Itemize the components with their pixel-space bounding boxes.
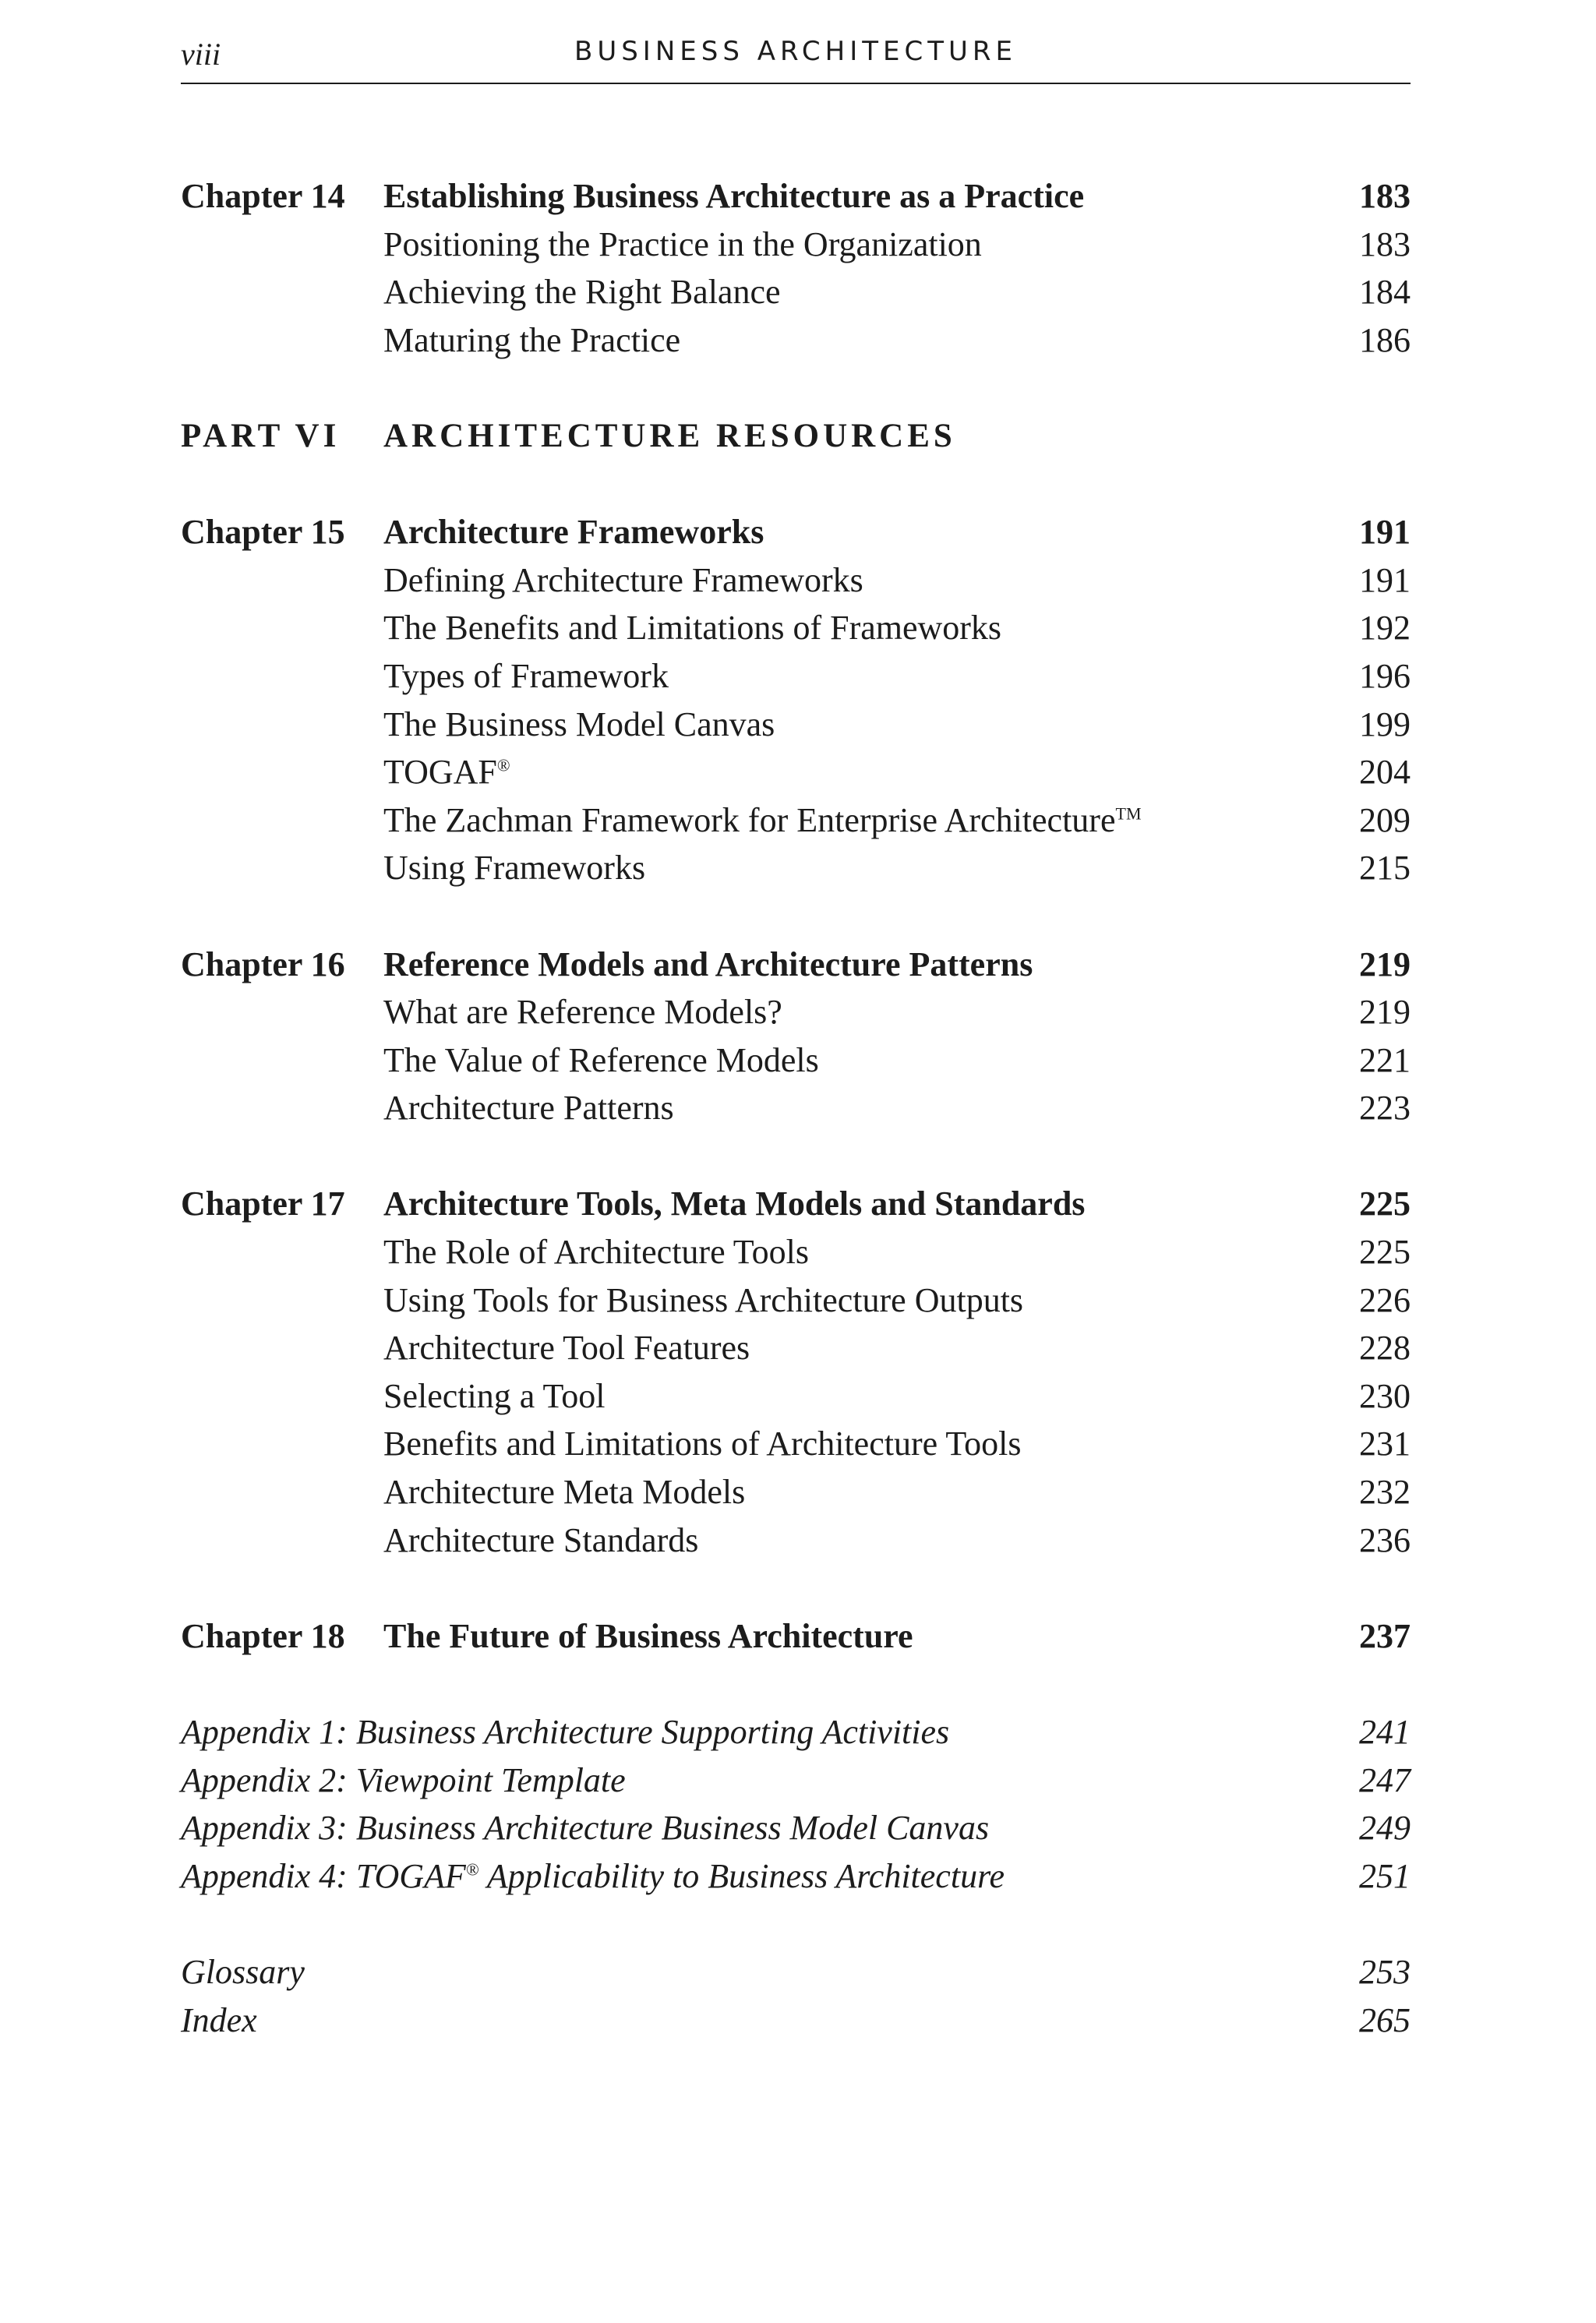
- registered-mark: ®: [465, 1859, 479, 1880]
- chapter-label: Chapter 14: [181, 177, 345, 215]
- toc-entry[interactable]: [181, 1516, 1411, 1565]
- page-number: 219: [1359, 993, 1411, 1032]
- page-number: 232: [1359, 1473, 1411, 1512]
- page-number: 191: [1359, 513, 1411, 552]
- page-number: 183: [1359, 224, 1411, 263]
- chapter-17-heading[interactable]: [181, 1180, 1411, 1228]
- entry-title: Architecture Meta Models: [383, 1473, 746, 1512]
- chapter-18-heading[interactable]: [181, 1612, 1411, 1661]
- entry-title: The Value of Reference Models: [383, 1040, 819, 1079]
- page-number: 183: [1359, 177, 1411, 215]
- entry-title: Architecture Standards: [383, 1520, 699, 1559]
- appendix-title: Appendix 1: Business Architecture Supporting Activities: [181, 1713, 950, 1751]
- page-header: [181, 28, 1411, 84]
- page-number: 225: [1359, 1233, 1411, 1272]
- toc-entry[interactable]: [181, 701, 1411, 749]
- entry-title: [383, 748, 510, 796]
- toc-entry[interactable]: [181, 1084, 1411, 1132]
- toc-entry[interactable]: [181, 844, 1411, 892]
- page-number: 196: [1359, 656, 1411, 695]
- page-number: 265: [1359, 2000, 1411, 2039]
- trademark-mark: TM: [1115, 803, 1142, 824]
- appendix-title: [181, 1852, 1005, 1901]
- glossary-entry[interactable]: [181, 1948, 1411, 1996]
- page-number: 191: [1359, 560, 1411, 599]
- spacer: [181, 1564, 1411, 1612]
- toc-entry[interactable]: [181, 988, 1411, 1036]
- page-number: 204: [1359, 753, 1411, 792]
- page-number: 237: [1359, 1616, 1411, 1655]
- spacer: [181, 1900, 1411, 1948]
- back-matter-title: Index: [181, 2000, 257, 2039]
- chapter-title: Architecture Tools, Meta Models and Standards: [383, 1184, 1086, 1223]
- appendix-entry[interactable]: [181, 1852, 1411, 1901]
- page-number: 228: [1359, 1329, 1411, 1368]
- table-of-contents: [181, 172, 1411, 2044]
- page-number: 186: [1359, 320, 1411, 359]
- toc-entry[interactable]: [181, 1324, 1411, 1372]
- spacer: [181, 1132, 1411, 1181]
- entry-title-text: TOGAF: [383, 753, 497, 792]
- appendix-entry[interactable]: [181, 1708, 1411, 1756]
- appendix-entry[interactable]: [181, 1804, 1411, 1852]
- page-number: 226: [1359, 1280, 1411, 1319]
- entry-title: Benefits and Limitations of Architecture Tools: [383, 1425, 1022, 1463]
- entry-title: The Business Model Canvas: [383, 704, 775, 743]
- back-matter-title: Glossary: [181, 1952, 305, 1991]
- entry-title-text: The Zachman Framework for Enterprise Architecture: [383, 800, 1116, 839]
- page-number: 199: [1359, 704, 1411, 743]
- page-number: 249: [1359, 1809, 1411, 1848]
- chapter-title: The Future of Business Architecture: [383, 1616, 913, 1655]
- entry-title: What are Reference Models?: [383, 993, 782, 1032]
- page-number: 247: [1359, 1760, 1411, 1799]
- entry-title: Using Tools for Business Architecture Outputs: [383, 1280, 1024, 1319]
- part-6-heading: [181, 412, 1411, 461]
- toc-entry[interactable]: [181, 1276, 1411, 1325]
- appendix-title-end: Applicability to Business Architecture: [478, 1856, 1005, 1895]
- entry-title: The Role of Architecture Tools: [383, 1233, 809, 1272]
- page-number: 223: [1359, 1089, 1411, 1128]
- toc-entry[interactable]: [181, 652, 1411, 701]
- spacer: [181, 461, 1411, 509]
- page-number: 221: [1359, 1040, 1411, 1079]
- part-label: PART VI: [181, 417, 341, 454]
- spacer: [181, 364, 1411, 412]
- entry-title: Architecture Tool Features: [383, 1329, 750, 1368]
- toc-entry[interactable]: [181, 1468, 1411, 1516]
- toc-entry[interactable]: [181, 268, 1411, 316]
- entry-title: Selecting a Tool: [383, 1376, 606, 1415]
- entry-title: Architecture Patterns: [383, 1089, 674, 1128]
- chapter-title: Establishing Business Architecture as a Practice: [383, 177, 1085, 215]
- appendix-title-start: Appendix 4: TOGAF: [181, 1856, 466, 1895]
- toc-entry[interactable]: [181, 1036, 1411, 1085]
- entry-title: Achieving the Right Balance: [383, 273, 781, 312]
- entry-title: The Benefits and Limitations of Frameworks: [383, 609, 1002, 648]
- chapter-14-heading[interactable]: [181, 172, 1411, 221]
- registered-mark: ®: [496, 755, 510, 775]
- toc-entry[interactable]: [181, 316, 1411, 365]
- chapter-label: Chapter 16: [181, 944, 345, 983]
- part-title: ARCHITECTURE RESOURCES: [383, 417, 956, 454]
- toc-entry[interactable]: [181, 748, 1411, 796]
- spacer: [181, 1660, 1411, 1708]
- page-number: 251: [1359, 1856, 1411, 1895]
- page-number: 192: [1359, 609, 1411, 648]
- page-number: 236: [1359, 1520, 1411, 1559]
- page-number: 215: [1359, 849, 1411, 888]
- toc-entry[interactable]: [181, 221, 1411, 269]
- chapter-title: Reference Models and Architecture Patterns: [383, 944, 1033, 983]
- page-number: 184: [1359, 273, 1411, 312]
- spacer: [181, 892, 1411, 941]
- page-number: 219: [1359, 944, 1411, 983]
- toc-entry[interactable]: [181, 796, 1411, 845]
- chapter-label: Chapter 18: [181, 1616, 345, 1655]
- page-number: 209: [1359, 800, 1411, 839]
- chapter-15-heading[interactable]: [181, 508, 1411, 556]
- page-number: 225: [1359, 1184, 1411, 1223]
- toc-entry[interactable]: [181, 604, 1411, 652]
- entry-title: Positioning the Practice in the Organization: [383, 224, 982, 263]
- entry-title: Types of Framework: [383, 656, 669, 695]
- entry-title: Using Frameworks: [383, 849, 646, 888]
- toc-entry[interactable]: [181, 556, 1411, 605]
- page-number: 231: [1359, 1425, 1411, 1463]
- header-page-number: viii: [181, 37, 221, 72]
- index-entry[interactable]: [181, 1996, 1411, 2045]
- page-number: 253: [1359, 1952, 1411, 1991]
- entry-title: Maturing the Practice: [383, 320, 681, 359]
- chapter-title: Architecture Frameworks: [383, 513, 764, 552]
- appendix-entry[interactable]: [181, 1756, 1411, 1805]
- running-head: BUSINESS ARCHITECTURE: [574, 36, 1017, 67]
- page-number: 230: [1359, 1376, 1411, 1415]
- toc-entry[interactable]: [181, 1420, 1411, 1468]
- chapter-16-heading[interactable]: [181, 941, 1411, 989]
- page-number: 241: [1359, 1713, 1411, 1751]
- appendix-title: Appendix 3: Business Architecture Business Model Canvas: [181, 1809, 990, 1848]
- chapter-label: Chapter 17: [181, 1184, 345, 1223]
- entry-title: Defining Architecture Frameworks: [383, 560, 863, 599]
- toc-entry[interactable]: [181, 1228, 1411, 1276]
- entry-title: [383, 796, 1142, 845]
- toc-entry[interactable]: [181, 1372, 1411, 1421]
- appendix-title: Appendix 2: Viewpoint Template: [181, 1760, 626, 1799]
- chapter-label: Chapter 15: [181, 513, 345, 552]
